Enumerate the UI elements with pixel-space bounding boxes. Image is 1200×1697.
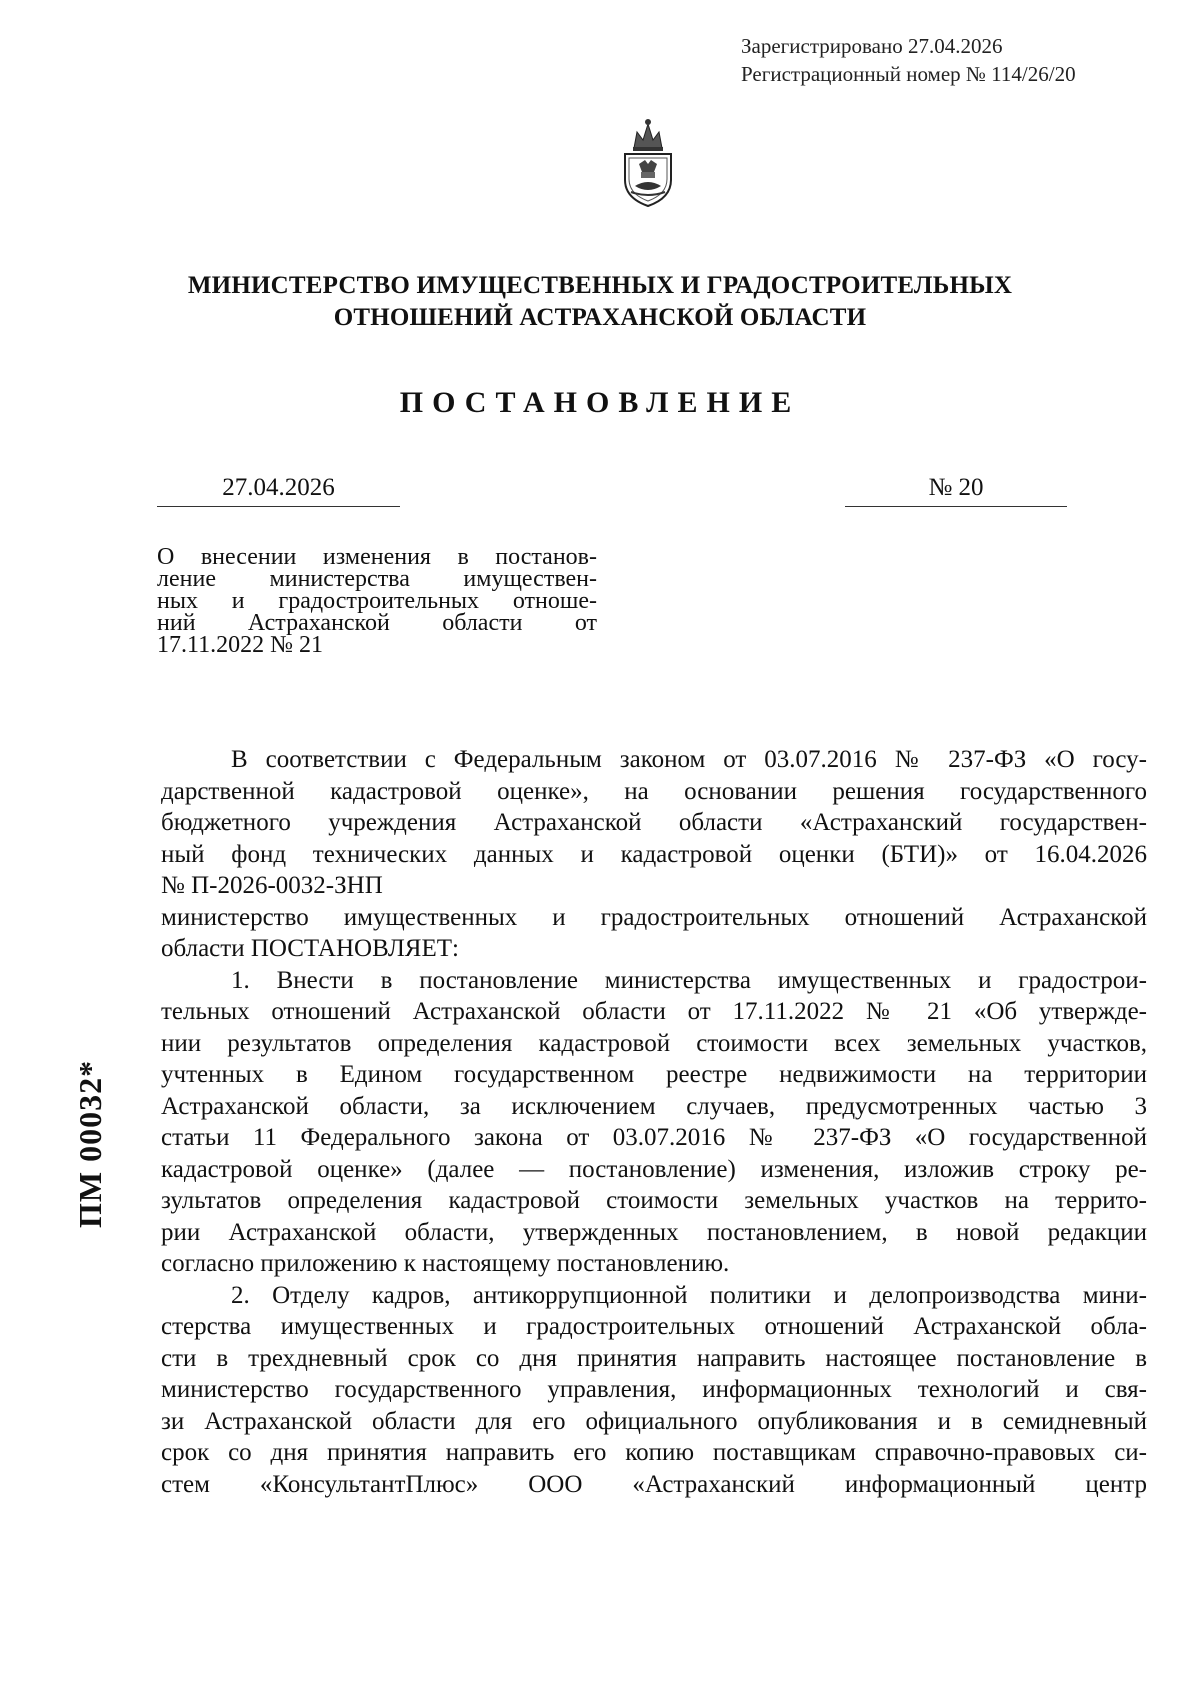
body-line: зи Астраханской области для его официального опубликования и в семидневный [161,1407,1147,1435]
organization-line-2: ОТНОШЕНИЙ АСТРАХАНСКОЙ ОБЛАСТИ [333,304,867,331]
body-line: тельных отношений Астраханской области от 17.11.2022 № 21 «Об утвержде- [161,998,1147,1025]
subject-line: О внесении изменения в постанов- [157,544,597,570]
body-line: учтенных в Едином государственном реестре недвижимости на территории [161,1061,1147,1088]
body-line: В соответствии с Федеральным законом от 03.07.2016 № 237-ФЗ «О госу- [231,746,1147,773]
body-line: стем «КонсультантПлюс» ООО «Астраханский информационный центр [161,1470,1147,1498]
registration-date: Зарегистрировано 27.04.2026 [741,34,1003,58]
body-line: стерства имущественных и градостроительных отношений Астраханской обла- [161,1313,1147,1340]
document-body [161,744,1147,1500]
item-2-paragraph [161,1280,1147,1501]
subject-line: ний Астраханской области от [157,610,597,636]
body-line: 1. Внести в постановление министерства имущественных и градострои- [231,966,1147,994]
document-date: 27.04.2026 [157,472,400,507]
preamble-paragraph [161,744,1147,902]
document-number: № 20 [845,472,1067,507]
organization-line-1: МИНИСТЕРСТВО ИМУЩЕСТВЕННЫХ И ГРАДОСТРОИТЕЛЬНЫХ [187,272,1013,299]
body-line: кадастровой оценке» (далее — постановление) изменения, изложив строку ре- [161,1155,1147,1183]
body-line: сти в трехдневный срок со дня принятия направить настоящее постановление в [161,1344,1147,1372]
item-1-paragraph [161,965,1147,1280]
subject-line: ных и градостроительных отноше- [157,588,597,614]
coat-of-arms-icon [617,114,679,210]
subject-line: 17.11.2022 № 21 [157,632,324,658]
body-line: № П-2026-0032-ЗНП [161,872,383,899]
body-line: Астраханской области, за исключением случаев, предусмотренных частью 3 [161,1092,1147,1120]
body-line: рии Астраханской области, утвержденных постановлением, в новой редакции [161,1218,1147,1246]
registration-number: Регистрационный номер № 114/26/20 [741,62,1076,86]
body-line: области ПОСТАНОВЛЯЕТ: [161,935,459,962]
body-line: 2. Отделу кадров, антикоррупционной политики и делопроизводства мини- [231,1281,1147,1309]
enactment-paragraph [161,902,1147,965]
body-line: дарственной кадастровой оценке», на основании решения государственного [161,777,1147,805]
body-line: согласно приложению к настоящему постановлению. [161,1250,730,1277]
body-line: зультатов определения кадастровой стоимости земельных участков на террито- [161,1187,1147,1214]
body-line: бюджетного учреждения Астраханской области «Астраханский государствен- [161,809,1147,836]
side-document-stamp: ПМ 00032* [72,1059,108,1228]
body-line: ный фонд технических данных и кадастровой оценки (БТИ)» от 16.04.2026 [161,840,1147,868]
subject-line: ление министерства имуществен- [157,566,597,592]
registration-stamp [741,32,1076,88]
document-type-title: ПОСТАНОВЛЕНИЕ [399,386,801,419]
body-line: статьи 11 Федерального закона от 03.07.2016 № 237-ФЗ «О государственной [161,1124,1147,1151]
document-subject [157,546,597,656]
body-line: нии результатов определения кадастровой стоимости всех земельных участков, [161,1029,1147,1057]
body-line: министерство государственного управления, информационных технологий и свя- [161,1376,1147,1403]
body-line: министерство имущественных и градостроительных отношений Астраханской [161,903,1147,931]
organization-name [0,270,1200,334]
body-line: срок со дня принятия направить его копию поставщикам справочно-правовых си- [161,1439,1147,1466]
